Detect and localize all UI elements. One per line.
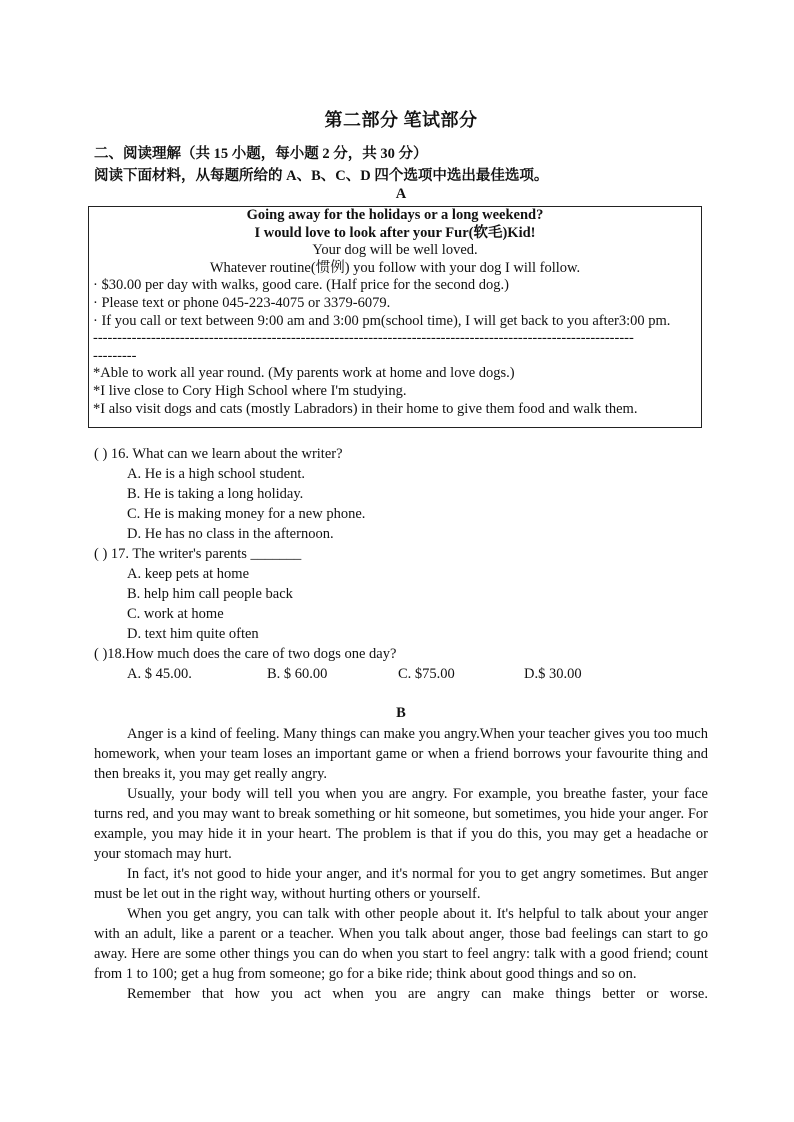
passage-b-paragraph-3: In fact, it's not good to hide your anger, and it's normal for you to get angry sometimes. But anger must be let out in the right way, without hurting others or yourself. [94, 866, 708, 902]
ad-bullet-3: · If you call or text between 9:00 am and 3:00 pm(school time), I will get back to you after3:00 pm. [93, 312, 671, 329]
question-16: ( ) 16. What can we learn about the writer? [94, 446, 343, 462]
question-18: ( )18.How much does the care of two dogs one day? [94, 646, 397, 662]
ad-line-3: Your dog will be well loved. [312, 242, 478, 259]
q16-option-d: D. He has no class in the afternoon. [127, 526, 334, 542]
q18-option-a: A. $ 45.00. [127, 666, 192, 682]
q16-option-b: B. He is taking a long holiday. [127, 486, 304, 502]
ad-divider-1: ---------------------------------------------------------------------------------------------------------------- [93, 330, 634, 347]
question-17: ( ) 17. The writer's parents _______ [94, 546, 302, 562]
advertisement-box [88, 206, 702, 428]
passage-b-paragraph-2: Usually, your body will tell you when you are angry. For example, you breathe faster, your face turns red, and you may want to break something or hit someone, but sometimes, you hide your anger. For example, you may hide it in your heart. The problem is that if you do this, you may get a headache or your stomach may hurt. [94, 786, 708, 862]
passage-b [94, 724, 708, 1004]
q17-option-a: A. keep pets at home [127, 566, 250, 582]
section-header: 二、阅读理解（共 15 小题，每小题 2 分，共 30 分） [94, 146, 428, 162]
q16-option-a: A. He is a high school student. [127, 466, 306, 482]
ad-bullet-2: · Please text or phone 045-223-4075 or 3379-6079. [93, 294, 391, 311]
ad-note-2: *I live close to Cory High School where I'm studying. [93, 382, 407, 399]
q17-option-d: D. text him quite often [127, 626, 259, 642]
ad-divider-2: --------- [93, 347, 137, 364]
q18-option-b: B. $ 60.00 [267, 666, 328, 682]
passage-b-paragraph-5: Remember that how you act when you are angry can make things better or worse. [127, 986, 708, 1002]
ad-headline-2: I would love to look after your Fur(软毛)Kid! [254, 224, 536, 241]
q17-option-b: B. help him call people back [127, 586, 293, 602]
ad-note-1: *Able to work all year round. (My parents work at home and love dogs.) [93, 365, 515, 382]
q17-option-c: C. work at home [127, 606, 224, 622]
instruction: 阅读下面材料，从每题所给的 A、B、C、D 四个选项中选出最佳选项。 [94, 168, 549, 184]
passage-b-label: B [396, 705, 406, 721]
passage-b-paragraph-1: Anger is a kind of feeling. Many things can make you angry.When your teacher gives you too much homework, when your team loses an important game or when a friend borrows your favourite thing and then breaks it, you may get really angry. [94, 726, 708, 782]
part-title: 第二部分 笔试部分 [324, 110, 478, 130]
q18-option-c: C. $75.00 [398, 666, 455, 682]
passage-a-label: A [395, 186, 407, 202]
ad-line-4: Whatever routine(惯例) you follow with your dog I will follow. [209, 259, 581, 276]
ad-bullet-1: · $30.00 per day with walks, good care. (Half price for the second dog.) [93, 277, 509, 294]
q16-option-c: C. He is making money for a new phone. [127, 506, 366, 522]
ad-headline-1: Going away for the holidays or a long weekend? [246, 207, 544, 223]
q18-option-d: D.$ 30.00 [524, 666, 582, 682]
ad-note-3: *I also visit dogs and cats (mostly Labradors) in their home to give them food and walk them. [93, 400, 638, 417]
passage-b-paragraph-4: When you get angry, you can talk with other people about it. It's helpful to talk about your anger with an adult, like a parent or a teacher. When you talk about anger, those bad feelings can start to go away. Here are some other things you can do when you start to feel angry: talk with a good friend; count from 1 to 100; get a hug from someone; go for a bike ride; think about good things and so on. [94, 906, 708, 982]
